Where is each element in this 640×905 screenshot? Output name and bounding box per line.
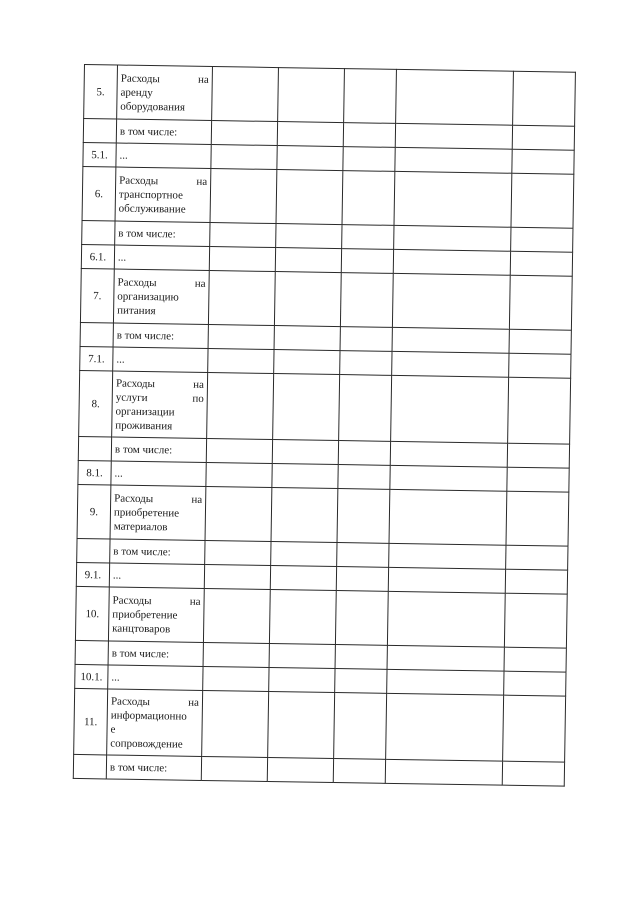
table-row <box>77 484 569 546</box>
row-number: 11. <box>74 688 108 755</box>
value-cell[interactable] <box>504 647 566 672</box>
value-cell[interactable] <box>204 564 270 589</box>
value-cell[interactable] <box>508 377 571 444</box>
expense-name <box>107 689 203 756</box>
expense-name-line: оборудования <box>120 100 186 114</box>
row-number <box>78 436 111 461</box>
value-cell[interactable] <box>276 170 343 225</box>
value-cell[interactable] <box>278 68 345 123</box>
value-cell[interactable] <box>276 224 342 249</box>
value-cell[interactable] <box>210 169 277 224</box>
expense-name-word: Расходы <box>112 594 152 607</box>
expense-name-line: обслуживание <box>118 202 186 216</box>
expense-name-word: Расходы <box>110 695 151 708</box>
including-label: в том числе: <box>111 437 206 462</box>
value-cell[interactable] <box>509 329 571 354</box>
value-cell[interactable] <box>393 249 510 275</box>
value-cell[interactable] <box>338 441 390 466</box>
value-cell[interactable] <box>334 693 387 760</box>
expense-name-line: сопровождение <box>110 736 183 751</box>
row-number: 6. <box>82 166 116 221</box>
value-cell[interactable] <box>206 462 272 487</box>
subitem-placeholder: ... <box>109 563 204 588</box>
row-number: 6.1. <box>81 244 114 269</box>
expense-name-line: организацию <box>117 290 179 304</box>
expense-name-word: на <box>196 175 208 188</box>
subitem-placeholder: ... <box>108 665 203 690</box>
value-cell[interactable] <box>504 671 566 696</box>
expense-name <box>117 65 213 120</box>
value-cell[interactable] <box>338 465 390 490</box>
expense-name-word: Расходы <box>117 276 157 289</box>
expense-name <box>108 587 204 642</box>
value-cell[interactable] <box>203 642 269 667</box>
value-cell[interactable] <box>502 761 564 786</box>
value-cell[interactable] <box>208 324 274 349</box>
expense-name-line: транспортное <box>118 188 184 202</box>
value-cell[interactable] <box>386 693 504 761</box>
including-label: в том числе: <box>110 539 205 564</box>
value-cell[interactable] <box>394 225 511 251</box>
expense-name-word: Расходы <box>114 492 154 505</box>
value-cell[interactable] <box>507 443 569 468</box>
value-cell[interactable] <box>395 123 512 149</box>
value-cell[interactable] <box>504 593 567 648</box>
row-number: 7. <box>80 268 114 323</box>
value-cell[interactable] <box>507 467 569 492</box>
value-cell[interactable] <box>387 591 505 647</box>
expense-name-word: Расходы <box>119 174 159 187</box>
value-cell[interactable] <box>271 541 337 566</box>
value-cell[interactable] <box>335 591 388 646</box>
value-cell[interactable] <box>511 227 573 252</box>
table-row <box>84 65 576 127</box>
value-cell[interactable] <box>203 666 269 691</box>
expense-name-line: питания <box>117 304 156 317</box>
row-number: 8. <box>79 370 113 437</box>
value-cell[interactable] <box>391 375 509 443</box>
value-cell[interactable] <box>267 757 333 782</box>
row-number: 9. <box>77 484 111 539</box>
expense-name-line: организации <box>115 405 175 418</box>
value-cell[interactable] <box>387 669 504 695</box>
value-cell[interactable] <box>269 643 335 668</box>
expense-name-word: на <box>189 595 201 608</box>
value-cell[interactable] <box>385 759 502 785</box>
value-cell[interactable] <box>212 67 279 122</box>
value-cell[interactable] <box>390 441 507 467</box>
expense-name-line: канцтоваров <box>112 622 171 635</box>
value-cell[interactable] <box>510 251 572 276</box>
value-cell[interactable] <box>503 695 566 762</box>
expense-name <box>113 269 209 324</box>
value-cell[interactable] <box>274 272 341 327</box>
value-cell[interactable] <box>509 353 571 378</box>
row-number <box>73 754 106 779</box>
value-cell[interactable] <box>335 645 387 670</box>
value-cell[interactable] <box>272 440 338 465</box>
value-cell[interactable] <box>206 438 272 463</box>
row-number: 5. <box>84 65 118 120</box>
row-number <box>80 322 113 347</box>
expense-name-line <box>112 593 200 608</box>
row-number: 5.1. <box>83 142 116 167</box>
subitem-placeholder: ... <box>111 461 206 486</box>
value-cell[interactable] <box>270 565 336 590</box>
value-cell[interactable] <box>277 122 343 147</box>
expense-name <box>115 167 211 222</box>
value-cell[interactable] <box>392 273 510 329</box>
expense-name-line <box>114 491 202 506</box>
expense-name-line: е <box>110 722 116 736</box>
expense-name-line <box>111 708 199 723</box>
including-label: в том числе: <box>115 221 210 246</box>
subitem-placeholder: ... <box>116 143 211 168</box>
subitem-placeholder: ... <box>113 347 208 372</box>
including-label: в том числе: <box>116 119 211 144</box>
table-row <box>75 586 567 648</box>
table-row <box>80 268 572 330</box>
value-cell[interactable] <box>207 372 274 439</box>
value-cell[interactable] <box>387 645 504 671</box>
row-number <box>82 220 115 245</box>
value-cell[interactable] <box>210 222 276 247</box>
value-cell[interactable] <box>277 146 343 171</box>
value-cell[interactable] <box>337 543 389 568</box>
expense-table-body <box>73 65 575 787</box>
value-cell[interactable] <box>274 350 340 375</box>
value-cell[interactable] <box>273 374 340 441</box>
value-cell[interactable] <box>392 351 509 377</box>
value-cell[interactable] <box>340 351 392 376</box>
value-cell[interactable] <box>505 569 567 594</box>
row-number: 10.1. <box>75 664 108 689</box>
expense-name-word: на <box>197 73 209 86</box>
table-row <box>82 166 574 228</box>
row-number: 7.1. <box>80 346 113 371</box>
expense-name-line <box>121 71 209 86</box>
value-cell[interactable] <box>395 147 512 173</box>
value-cell[interactable] <box>339 375 392 442</box>
value-cell[interactable] <box>342 171 395 226</box>
subitem-placeholder: ... <box>114 245 209 270</box>
row-number: 9.1. <box>76 562 109 587</box>
value-cell[interactable] <box>390 465 507 491</box>
expense-name-line: приобретение <box>113 506 180 520</box>
value-cell[interactable] <box>269 667 335 692</box>
value-cell[interactable] <box>341 249 393 274</box>
value-cell[interactable] <box>512 125 574 150</box>
value-cell[interactable] <box>506 491 569 546</box>
value-cell[interactable] <box>274 326 340 351</box>
value-cell[interactable] <box>208 270 275 325</box>
value-cell[interactable] <box>394 171 512 227</box>
value-cell[interactable] <box>392 327 509 353</box>
value-cell[interactable] <box>268 691 335 758</box>
value-cell[interactable] <box>335 669 387 694</box>
table-row <box>74 688 566 762</box>
expense-name-word: по <box>192 392 204 405</box>
value-cell[interactable] <box>511 173 574 228</box>
value-cell[interactable] <box>343 147 395 172</box>
value-cell[interactable] <box>211 121 277 146</box>
value-cell[interactable] <box>388 567 505 593</box>
expense-table <box>73 64 576 787</box>
expense-name-word: на <box>191 493 203 506</box>
expense-name-line <box>111 694 199 709</box>
value-cell[interactable] <box>201 756 267 781</box>
value-cell[interactable] <box>509 275 572 330</box>
expense-name-word: на <box>188 696 200 709</box>
value-cell[interactable] <box>205 486 272 541</box>
expense-name-word: на <box>193 378 205 391</box>
value-cell[interactable] <box>202 690 269 757</box>
value-cell[interactable] <box>396 69 514 125</box>
value-cell[interactable] <box>269 589 336 644</box>
value-cell[interactable] <box>512 149 574 174</box>
expense-name-line <box>116 390 204 405</box>
value-cell[interactable] <box>389 543 506 569</box>
value-cell[interactable] <box>211 145 277 170</box>
document-page <box>73 64 576 787</box>
value-cell[interactable] <box>336 567 388 592</box>
including-label: в том числе: <box>113 323 208 348</box>
expense-name-word: информационно <box>110 709 187 723</box>
value-cell[interactable] <box>271 488 338 543</box>
expense-name-line: аренду <box>120 86 153 99</box>
expense-name-word: услуги <box>115 391 148 404</box>
value-cell[interactable] <box>344 69 397 124</box>
expense-name <box>112 371 208 438</box>
value-cell[interactable] <box>209 246 275 271</box>
expense-name-line <box>117 275 205 290</box>
value-cell[interactable] <box>340 327 392 352</box>
table-row <box>79 370 571 444</box>
expense-name-line: приобретение <box>112 608 178 622</box>
value-cell[interactable] <box>389 489 507 545</box>
value-cell[interactable] <box>342 225 394 250</box>
expense-name-word: Расходы <box>120 72 160 85</box>
value-cell[interactable] <box>205 540 271 565</box>
expense-name-word: Расходы <box>115 377 156 390</box>
expense-name-line <box>119 173 207 188</box>
value-cell[interactable] <box>343 123 395 148</box>
value-cell[interactable] <box>506 545 568 570</box>
expense-name-line <box>116 376 204 391</box>
row-number <box>77 538 110 563</box>
row-number: 8.1. <box>78 460 111 485</box>
value-cell[interactable] <box>203 588 270 643</box>
expense-name <box>110 485 206 540</box>
including-label: в том числе: <box>108 641 203 666</box>
value-cell[interactable] <box>272 464 338 489</box>
row-number <box>83 119 116 144</box>
value-cell[interactable] <box>513 71 576 126</box>
expense-name-line: материалов <box>113 520 168 533</box>
value-cell[interactable] <box>333 759 385 784</box>
value-cell[interactable] <box>208 348 274 373</box>
row-number: 10. <box>75 586 109 641</box>
value-cell[interactable] <box>337 489 390 544</box>
value-cell[interactable] <box>275 248 341 273</box>
expense-name-word: на <box>194 277 206 290</box>
including-label: в том числе: <box>106 755 201 780</box>
row-number <box>75 640 108 665</box>
value-cell[interactable] <box>340 273 393 328</box>
expense-name-line: проживания <box>115 419 173 432</box>
